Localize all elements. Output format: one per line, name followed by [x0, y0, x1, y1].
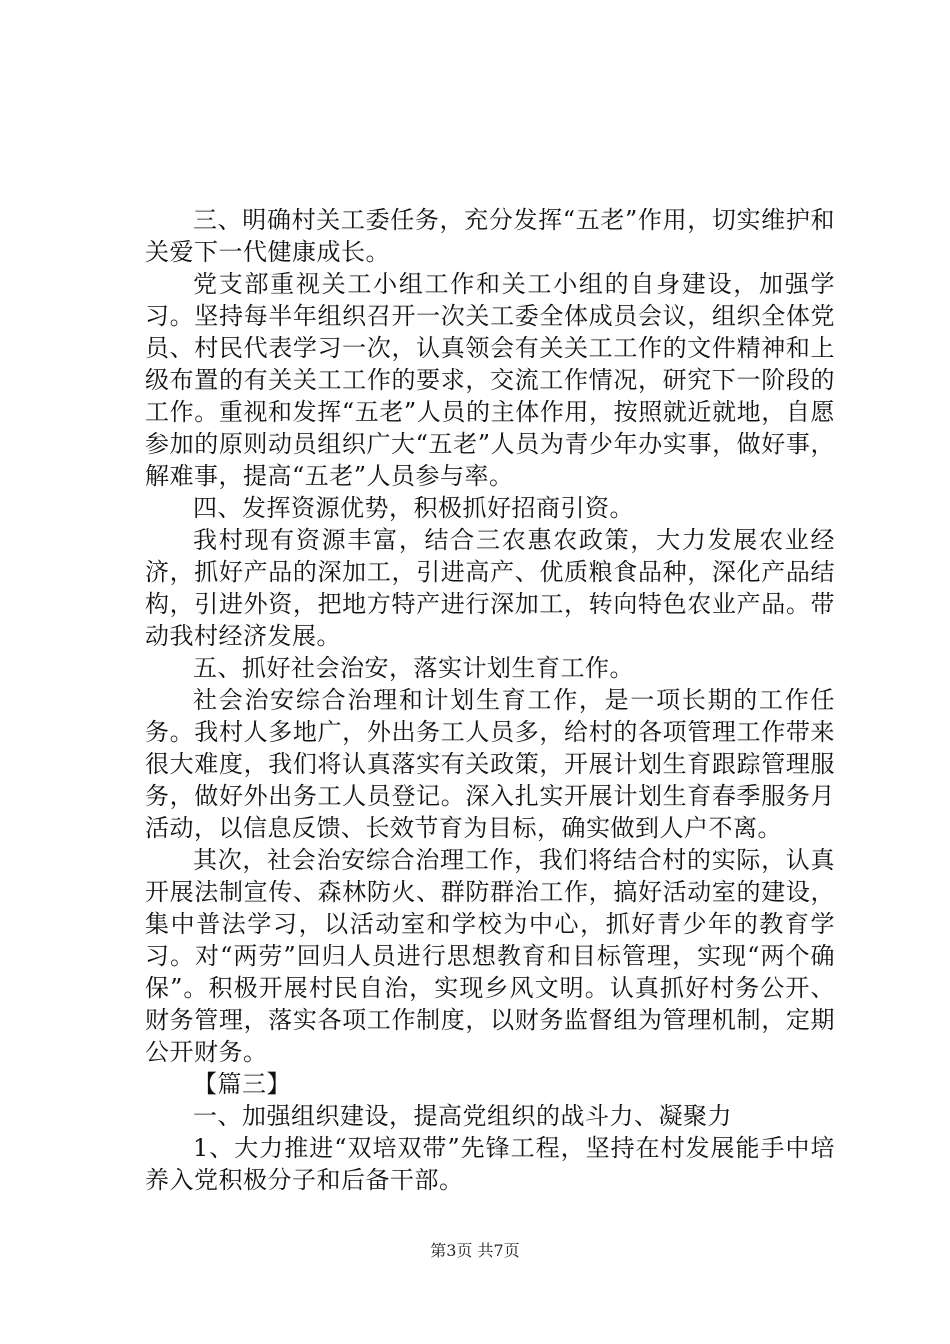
- paragraph-part-three-label: 【篇三】: [193, 1070, 291, 1098]
- paragraph-section-four-heading: 四、发挥资源优势，积极抓好招商引资。: [193, 494, 634, 522]
- paragraph-org-building-heading: 一、加强组织建设，提高党组织的战斗力、凝聚力: [193, 1102, 732, 1130]
- paragraph-resources: 我村现有资源丰富，结合三农惠农政策，大力发展农业经济，抓好产品的深加工，引进高产、优质粮食品种，深化产品结构，引进外资，把地方特产进行深加工，转向特色农业产品。带动我村经济发展。: [145, 526, 835, 650]
- page-footer: 第3页 共7页: [430, 1241, 520, 1260]
- paragraph-section-five-heading: 五、抓好社会治安，落实计划生育工作。: [193, 654, 634, 682]
- paragraph-care-work: 党支部重视关工小组工作和关工小组的自身建设，加强学习。坚持每半年组织召开一次关工委全体成员会议，组织全体党员、村民代表学习一次，认真领会有关关工工作的文件精神和上级布置的有关关工工作的要求，交流工作情况，研究下一阶段的工作。重视和发挥“五老”人员的主体作用，按照就近就地，自愿参加的原则动员组织广大“五老”人员为青少年办实事，做好事，解难事，提高“五老”人员参与率。: [145, 270, 835, 490]
- paragraph-section-three-heading: 三、明确村关工委任务，充分发挥“五老”作用，切实维护和关爱下一代健康成长。: [145, 206, 835, 266]
- paragraph-item-one: 1、大力推进“双培双带”先锋工程，坚持在村发展能手中培养入党积极分子和后备干部。: [145, 1134, 835, 1194]
- document-body: [145, 204, 835, 1196]
- paragraph-public-security: 其次，社会治安综合治理工作，我们将结合村的实际，认真开展法制宣传、森林防火、群防群治工作，搞好活动室的建设，集中普法学习，以活动室和学校为中心，抓好青少年的教育学习。对“两劳”回归人员进行思想教育和目标管理，实现“两个确保”。积极开展村民自治，实现乡风文明。认真抓好村务公开、财务管理，落实各项工作制度，以财务监督组为管理机制，定期公开财务。: [145, 846, 835, 1066]
- paragraph-family-planning: 社会治安综合治理和计划生育工作，是一项长期的工作任务。我村人多地广，外出务工人员多，给村的各项管理工作带来很大难度，我们将认真落实有关政策，开展计划生育跟踪管理服务，做好外出务工人员登记。深入扎实开展计划生育春季服务月活动，以信息反馈、长效节育为目标，确实做到人户不离。: [145, 686, 835, 842]
